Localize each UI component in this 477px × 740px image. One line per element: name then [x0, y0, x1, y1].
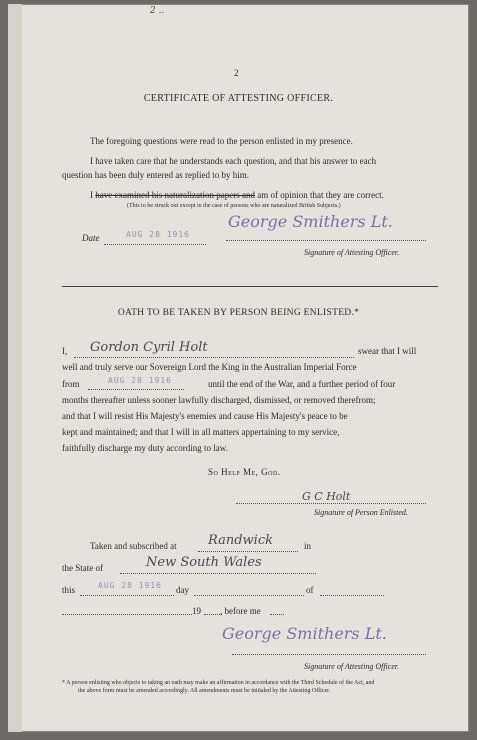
state-label: the State of: [62, 563, 103, 573]
before-me-label: , before me: [220, 606, 261, 616]
certificate-para-2-line-2: question has been duly entered as replied to by him.: [62, 170, 249, 180]
month-line: [62, 614, 192, 615]
bottom-footnote-line-1: * A person enlisting who objects to taking an oath may make an affirmation in accordance with the Third Schedule of the Act, and: [62, 680, 375, 686]
enlisted-signature-label: Signature of Person Enlisted.: [314, 508, 408, 517]
oath-line-3: until the end of the War, and a further period of four: [208, 379, 396, 389]
enlisted-signature-line: [236, 503, 426, 504]
date-stamp: AUG 28 1916: [126, 230, 190, 239]
oath-swear: swear that I will: [358, 346, 417, 356]
from-stamp: AUG 28 1916: [108, 376, 172, 385]
section-divider: [62, 286, 438, 287]
oath-line-4: months thereafter unless sooner lawfully discharged, dismissed, or removed therefrom;: [62, 395, 376, 405]
this-label: this: [62, 585, 76, 595]
certificate-para-2-line-1: I have taken care that he understands each question, and that his answer to each: [90, 156, 377, 166]
bottom-footnote-line-2: the above form must be amended accordingly. All amendments must be initialed by the Attesting Officer.: [78, 688, 331, 694]
oath-from-label: from: [62, 379, 80, 389]
officer-signature-2: George Smithers Lt.: [222, 624, 387, 643]
year-label: 19: [192, 606, 201, 616]
taken-subscribed-label: Taken and subscribed at: [90, 541, 177, 551]
page-fold-shadow: [8, 4, 22, 732]
oath-line-5: and that I will resist His Majesty's enemies and cause His Majesty's peace to be: [62, 411, 348, 421]
name-line: [74, 357, 354, 358]
document-page: [8, 4, 469, 732]
certificate-para-1: The foregoing questions were read to the person enlisted in my presence.: [90, 136, 353, 146]
this-day-line: [80, 595, 174, 596]
certificate-footnote: (This to be struck out except in the case of persons who are naturalized British Subjects.): [127, 203, 341, 209]
officer-signature-line-2: [232, 654, 426, 655]
certificate-para-3: [90, 188, 384, 202]
oath-title: OATH TO BE TAKEN BY PERSON BEING ENLISTED.*: [117, 308, 360, 318]
this-stamp: AUG 28 1916: [98, 581, 162, 590]
state-line: [120, 573, 316, 574]
enlistee-name: Gordon Cyril Holt: [90, 340, 208, 355]
place-line: [198, 551, 298, 552]
officer-signature-label-1: Signature of Attesting Officer.: [304, 248, 400, 257]
place-value: Randwick: [208, 533, 273, 548]
officer-signature-line-1: [226, 240, 426, 241]
of-month-line: [320, 595, 384, 596]
state-value: New South Wales: [146, 555, 262, 570]
before-me-line: [270, 614, 284, 615]
enlisted-signature: G C Holt: [302, 490, 351, 503]
of-label: of: [306, 585, 314, 595]
date-label: Date: [82, 233, 100, 243]
day-of-line: [194, 595, 304, 596]
para-3-suffix: am of opinion that they are correct.: [257, 190, 384, 200]
so-help-me-god: So Help Me, God.: [208, 467, 281, 477]
in-label: in: [304, 541, 312, 551]
officer-signature-label-2: Signature of Attesting Officer.: [304, 662, 400, 671]
date-line: [104, 244, 206, 245]
oath-line-6: kept and maintained; and that I will in all matters appertaining to my service,: [62, 427, 340, 437]
officer-signature-1: George Smithers Lt.: [228, 212, 393, 231]
day-label: day: [176, 585, 189, 595]
from-date-line: [88, 389, 184, 390]
oath-line-7: faithfully discharge my duty according to law.: [62, 443, 228, 453]
oath-i-label: I,: [62, 346, 68, 356]
para-3-struck-text: have examined his naturalization papers and: [95, 190, 255, 200]
para-3-prefix: I: [90, 190, 93, 200]
header-scribble: 2 ..: [150, 6, 165, 16]
page-number: 2: [234, 68, 239, 78]
oath-line-2: well and truly serve our Sovereign Lord the King in the Australian Imperial Force: [62, 362, 357, 372]
certificate-title: CERTIFICATE OF ATTESTING OFFICER.: [143, 93, 334, 104]
